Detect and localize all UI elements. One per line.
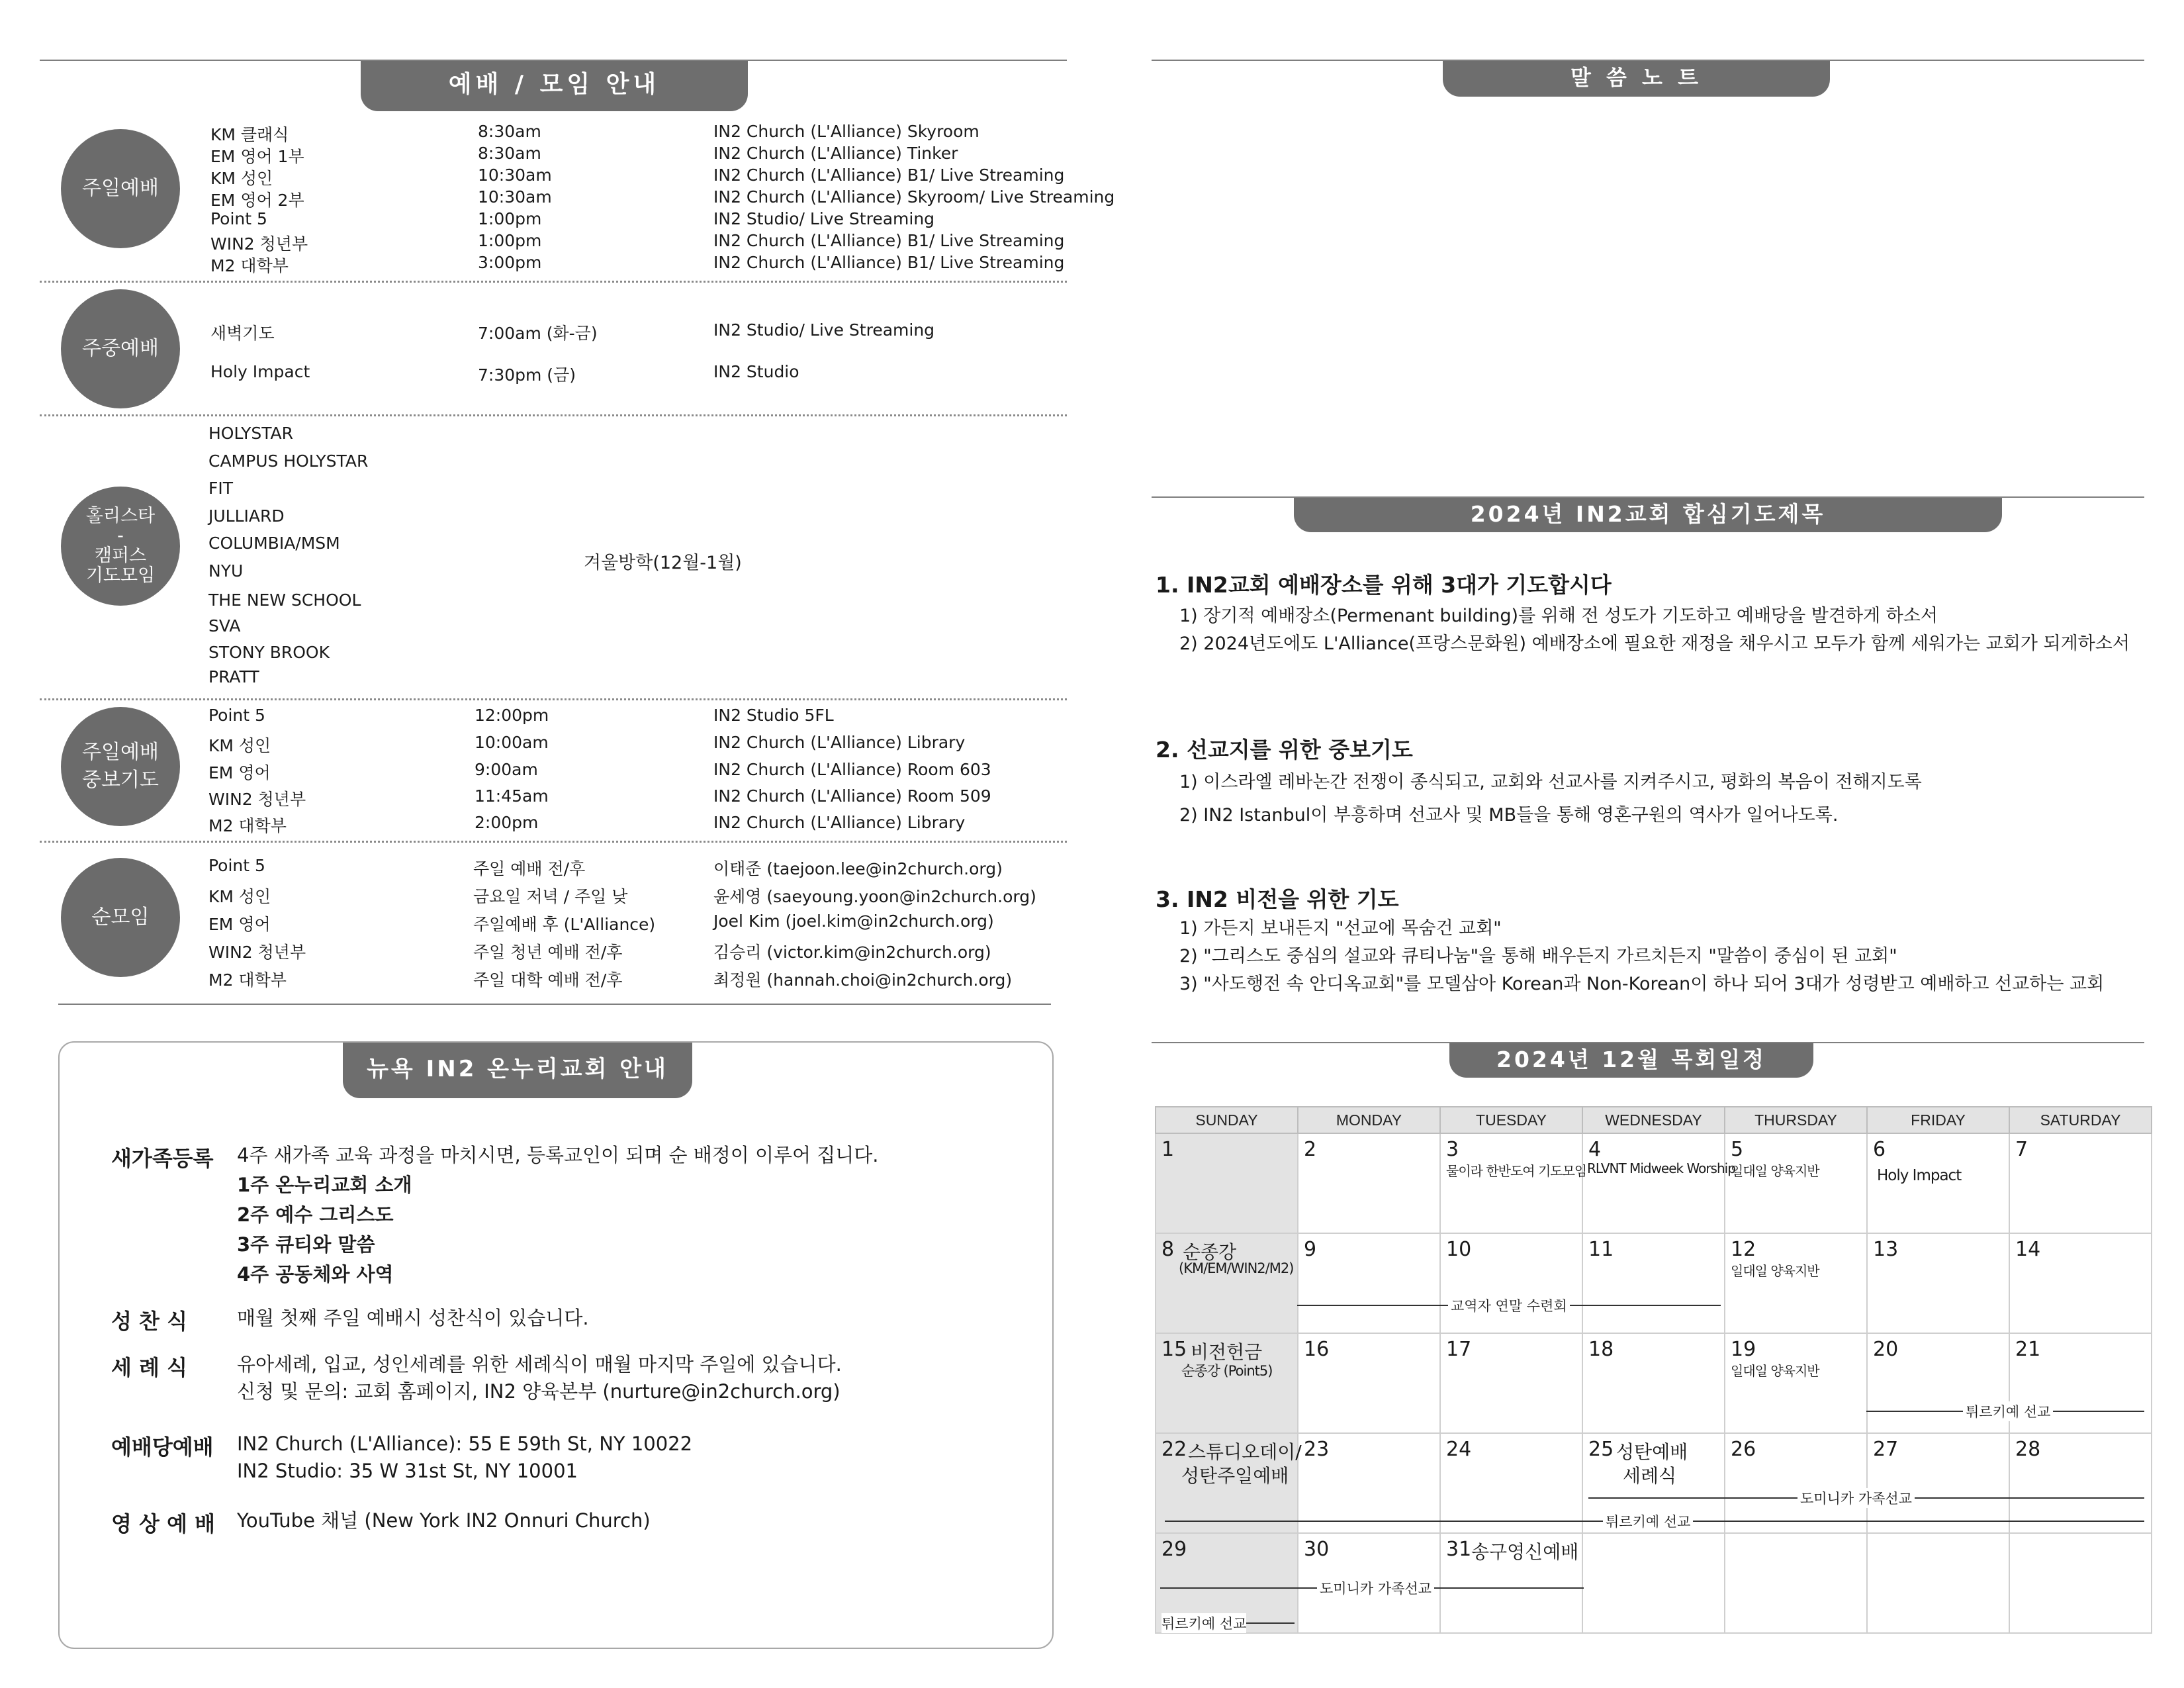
- day-header: SUNDAY: [1156, 1107, 1298, 1133]
- calendar-day: 19 일대일 양육지반: [1725, 1333, 1867, 1433]
- divider: [40, 841, 1067, 843]
- list-item: HOLYSTAR: [208, 424, 294, 443]
- venue-label: 예배당예배: [111, 1434, 214, 1460]
- calendar-day: 6 Holy Impact: [1867, 1133, 2009, 1233]
- calendar-day: [2009, 1533, 2152, 1633]
- newfamily-label: 새가족등록: [111, 1146, 214, 1171]
- calendar-day: 26: [1725, 1433, 1867, 1533]
- calendar-day: 14: [2009, 1233, 2152, 1333]
- prayer-item: 3) "사도행전 속 안디옥교회"를 모델삼아 Korean과 Non-Korean이 하나 되어 3대가 성령받고 예배하고 선교하는 교회: [1179, 974, 2105, 994]
- calendar-day: 3 물이라 한반도여 기도모임: [1440, 1133, 1582, 1233]
- calendar-event: RLVNT Midweek Worship: [1587, 1160, 1735, 1176]
- calendar-event: 송구영신예배: [1471, 1541, 1579, 1563]
- calendar-day: [1582, 1533, 1725, 1633]
- prayer-item: 2) "그리스도 중심의 설교와 큐티나눔"을 통해 배우든지 가르치든지 "말씀이 중심이 된 교회": [1179, 946, 1897, 966]
- calendar-event: 일대일 양육지반: [1731, 1363, 1819, 1379]
- calendar-event: 성탄주일예배: [1181, 1465, 1289, 1487]
- calendar-event: 비전헌금: [1191, 1341, 1263, 1363]
- calendar-day: 23: [1298, 1433, 1440, 1533]
- venue-text: IN2 Church (L'Alliance): 55 E 59th St, NY 10022 IN2 Studio: 35 W 31st St, NY 10001: [237, 1432, 693, 1482]
- notes-tab: 말 씀 노 트: [1443, 61, 1830, 97]
- calendar-day: 10: [1440, 1233, 1582, 1333]
- calendar-day: 20: [1867, 1333, 2009, 1433]
- calendar-day: 7: [2009, 1133, 2152, 1233]
- list-item: FIT: [208, 479, 234, 498]
- divider: [40, 698, 1067, 700]
- calendar-tab: 2024년 12월 목회일정: [1449, 1043, 1813, 1078]
- calendar-day: 12 일대일 양육지반: [1725, 1233, 1867, 1333]
- event-span-label: 교역자 연말 수련회: [1448, 1295, 1570, 1315]
- calendar-day: 24: [1440, 1433, 1582, 1533]
- video-text: YouTube 채널 (New York IN2 Onnuri Church): [237, 1509, 651, 1532]
- info-section: [58, 1041, 1051, 1646]
- notes-area: [1152, 99, 2144, 490]
- calendar-day: [1725, 1533, 1867, 1633]
- divider: [40, 414, 1067, 416]
- calendar-event: Holy Impact: [1877, 1167, 1962, 1184]
- calendar-day: 1: [1156, 1133, 1298, 1233]
- calendar-day: 29: [1156, 1533, 1298, 1633]
- video-label: 영 상 예 배: [111, 1511, 216, 1536]
- list-item: JULLIARD: [208, 506, 285, 526]
- weekday-circle: 주중예배: [61, 289, 180, 408]
- intercession-circle: 주일예배 중보기도: [61, 707, 180, 826]
- calendar-event: 순종강: [1183, 1241, 1237, 1263]
- calendar-table: [1155, 1106, 2152, 1634]
- day-header: TUESDAY: [1440, 1107, 1582, 1133]
- calendar-day: 4 RLVNT Midweek Worship: [1582, 1133, 1725, 1233]
- prayer-item: 2) 2024년도에도 L'Alliance(프랑스문화원) 예배장소에 필요한 재정을 채우시고 모두가 함께 세워가는 교회가 되게하소서: [1179, 633, 2130, 654]
- day-header: WEDNESDAY: [1582, 1107, 1725, 1133]
- calendar-event: 물이라 한반도여 기도모임: [1446, 1163, 1587, 1179]
- calendar-day: 5 일대일 양육지반: [1725, 1133, 1867, 1233]
- calendar-header: [1156, 1107, 2152, 1133]
- bottom-rule-left: [58, 1004, 1051, 1005]
- calendar-day: 17: [1440, 1333, 1582, 1433]
- list-item: CAMPUS HOLYSTAR: [208, 451, 369, 471]
- communion-label: 성 찬 식: [111, 1309, 188, 1334]
- calendar-event: 순종강 (Point5): [1181, 1363, 1273, 1379]
- event-span-label: 튀르키예 선교: [1963, 1401, 2053, 1421]
- prayer-heading: 3. IN2 비전을 위한 기도: [1156, 886, 1399, 912]
- holystar-circle: 홀리스타 - 캠퍼스 기도모임: [61, 487, 180, 606]
- calendar-day: 16: [1298, 1333, 1440, 1433]
- soon-circle: 순모임: [61, 858, 180, 977]
- divider: [40, 281, 1067, 283]
- newfamily-text: 4주 새가족 교육 과정을 마치시면, 등록교인이 되며 순 배정이 이루어 집니다. 1주 온누리교회 소개 2주 예수 그리스도 3주 큐티와 말씀 4주 공동체와 사역: [237, 1144, 879, 1286]
- calendar-day: 15 비전헌금 순종강 (Point5): [1156, 1333, 1298, 1433]
- calendar-event: 일대일 양육지반: [1731, 1263, 1819, 1279]
- list-item: SVA: [208, 616, 241, 635]
- calendar-week: [1156, 1233, 2152, 1333]
- calendar-day: 2: [1298, 1133, 1440, 1233]
- event-span-label: 튀르키예 선교: [1603, 1511, 1693, 1531]
- calendar-day: [1867, 1533, 2009, 1633]
- list-item: COLUMBIA/MSM: [208, 534, 340, 553]
- list-item: THE NEW SCHOOL: [208, 590, 361, 610]
- list-item: PRATT: [208, 667, 259, 686]
- info-tab: 뉴욕 IN2 온누리교회 안내: [343, 1043, 692, 1098]
- day-header: FRIDAY: [1867, 1107, 2009, 1133]
- calendar-day: 8 순종강 (KM/EM/WIN2/M2): [1156, 1233, 1298, 1333]
- event-span-label: 도미니카 가족선교: [1317, 1578, 1434, 1598]
- day-header: MONDAY: [1298, 1107, 1440, 1133]
- calendar-day: 27: [1867, 1433, 2009, 1533]
- calendar-day: 30: [1298, 1533, 1440, 1633]
- event-span-label: 튀르키예 선교: [1161, 1613, 1246, 1633]
- calendar-day: 28: [2009, 1433, 2152, 1533]
- calendar-event: 일대일 양육지반: [1731, 1163, 1819, 1179]
- prayer-item: 1) 장기적 예배장소(Permenant building)를 위해 전 성도가 기도하고 예배당을 발견하게 하소서: [1179, 606, 1938, 626]
- calendar-event: (KM/EM/WIN2/M2): [1179, 1260, 1294, 1276]
- baptism-text: 유아세례, 입교, 성인세례를 위한 세례식이 매월 마지막 주일에 있습니다. 신청 및 문의: 교회 홈페이지, IN2 양육본부 (nurture@in2church.org): [237, 1353, 842, 1403]
- calendar-day: 18: [1582, 1333, 1725, 1433]
- worship-tab: 예배 / 모임 안내: [361, 61, 748, 111]
- calendar-day: 21: [2009, 1333, 2152, 1433]
- calendar-event: 세례식: [1623, 1465, 1677, 1487]
- prayer-item: 1) 가든지 보내든지 "선교에 목숨건 교회": [1179, 918, 1502, 939]
- calendar-day: 9: [1298, 1233, 1440, 1333]
- sunday-circle: 주일예배: [61, 129, 180, 248]
- prayer-tab: 2024년 IN2교회 합심기도제목: [1294, 498, 2002, 532]
- calendar-day: 22 스튜디오데이/ 성탄주일예배: [1156, 1433, 1298, 1533]
- prayer-item: 1) 이스라엘 레바논간 전쟁이 종식되고, 교회와 선교사를 지켜주시고, 평화의 복음이 전해지도록: [1179, 772, 1922, 792]
- day-header: SATURDAY: [2009, 1107, 2152, 1133]
- holystar-note: 겨울방학(12월-1월): [584, 553, 742, 573]
- calendar-day: 11: [1582, 1233, 1725, 1333]
- list-item: STONY BROOK: [208, 643, 330, 662]
- event-span-label: 도미니카 가족선교: [1797, 1488, 1915, 1508]
- calendar-day: 25 성탄예배 세례식: [1582, 1433, 1725, 1533]
- prayer-item: 2) IN2 Istanbul이 부흥하며 선교사 및 MB들을 통해 영혼구원의 역사가 일어나도록.: [1179, 805, 1839, 825]
- calendar-day: 13: [1867, 1233, 2009, 1333]
- calendar-week: [1156, 1133, 2152, 1233]
- list-item: NYU: [208, 561, 244, 581]
- day-header: THURSDAY: [1725, 1107, 1867, 1133]
- communion-text: 매월 첫째 주일 예배시 성찬식이 있습니다.: [237, 1307, 589, 1329]
- baptism-label: 세 례 식: [111, 1355, 188, 1380]
- calendar-event: 성탄예배: [1616, 1441, 1688, 1463]
- calendar-event: 스튜디오데이/: [1188, 1441, 1302, 1463]
- prayer-heading: 1. IN2교회 예배장소를 위해 3대가 기도합시다: [1156, 572, 1612, 598]
- prayer-heading: 2. 선교지를 위한 중보기도: [1156, 737, 1413, 763]
- calendar-day: 31 송구영신예배: [1440, 1533, 1582, 1633]
- calendar-week: [1156, 1533, 2152, 1633]
